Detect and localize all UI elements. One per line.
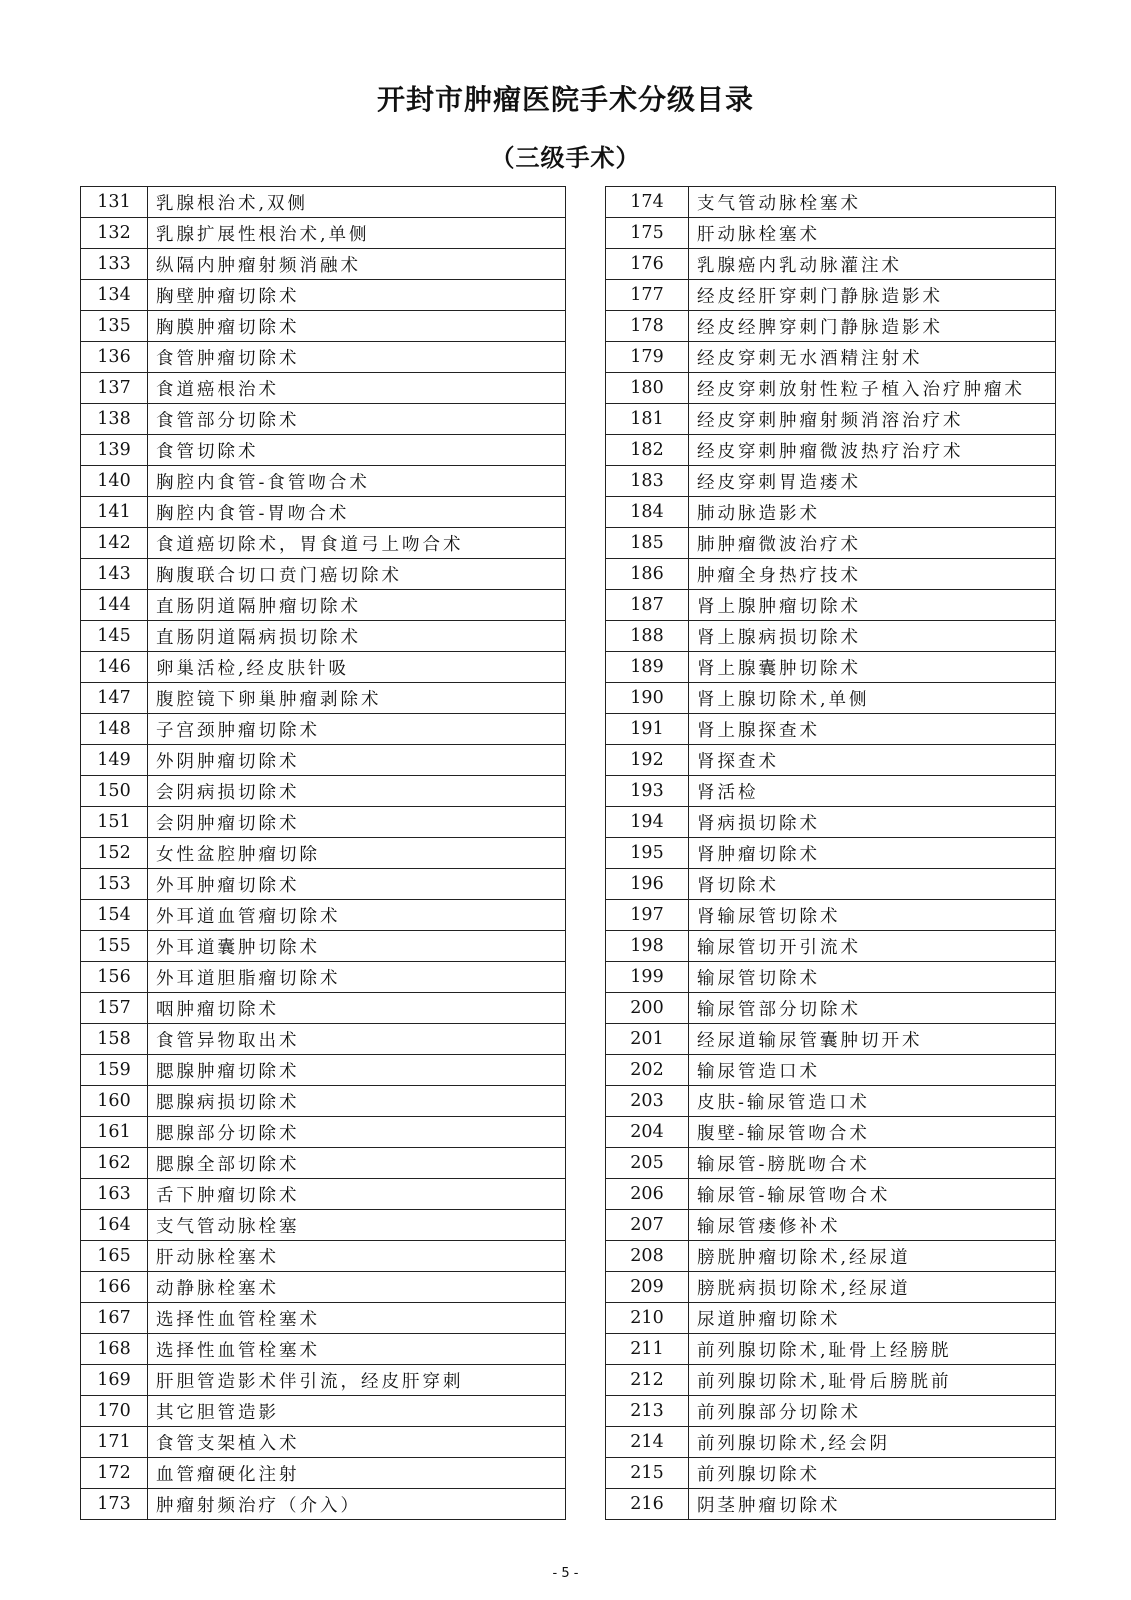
table-row — [81, 1148, 566, 1179]
procedure-name: 皮肤-输尿管造口术 — [689, 1086, 1056, 1117]
table-row — [81, 1489, 566, 1520]
procedure-name: 输尿管切除术 — [689, 962, 1056, 993]
table-row — [606, 1117, 1056, 1148]
row-number: 178 — [606, 311, 689, 342]
table-row — [81, 900, 566, 931]
procedure-name: 外耳道胆脂瘤切除术 — [148, 962, 566, 993]
procedure-name: 肾上腺囊肿切除术 — [689, 652, 1056, 683]
row-number: 156 — [81, 962, 148, 993]
procedure-name: 经尿道输尿管囊肿切开术 — [689, 1024, 1056, 1055]
row-number: 179 — [606, 342, 689, 373]
table-row — [81, 528, 566, 559]
procedure-name: 胸腹联合切口贲门癌切除术 — [148, 559, 566, 590]
row-number: 207 — [606, 1210, 689, 1241]
table-row — [81, 249, 566, 280]
procedure-name: 输尿管-膀胱吻合术 — [689, 1148, 1056, 1179]
table-row — [81, 1458, 566, 1489]
procedure-name: 血管瘤硬化注射 — [148, 1458, 566, 1489]
table-row — [606, 714, 1056, 745]
procedure-name: 腮腺部分切除术 — [148, 1117, 566, 1148]
table-row — [81, 1241, 566, 1272]
row-number: 197 — [606, 900, 689, 931]
procedure-name: 食管切除术 — [148, 435, 566, 466]
row-number: 175 — [606, 218, 689, 249]
row-number: 136 — [81, 342, 148, 373]
procedure-name: 肾上腺探查术 — [689, 714, 1056, 745]
row-number: 138 — [81, 404, 148, 435]
table-row — [81, 1210, 566, 1241]
row-number: 203 — [606, 1086, 689, 1117]
table-row — [81, 559, 566, 590]
procedure-name: 腹腔镜下卵巢肿瘤剥除术 — [148, 683, 566, 714]
row-number: 145 — [81, 621, 148, 652]
row-number: 144 — [81, 590, 148, 621]
row-number: 168 — [81, 1334, 148, 1365]
table-row — [606, 1396, 1056, 1427]
row-number: 140 — [81, 466, 148, 497]
table-row — [606, 1272, 1056, 1303]
procedure-name: 经皮经肝穿刺门静脉造影术 — [689, 280, 1056, 311]
row-number: 180 — [606, 373, 689, 404]
procedure-name: 女性盆腔肿瘤切除 — [148, 838, 566, 869]
row-number: 189 — [606, 652, 689, 683]
table-row — [81, 590, 566, 621]
procedure-name: 经皮穿刺胃造瘘术 — [689, 466, 1056, 497]
procedure-name: 肾病损切除术 — [689, 807, 1056, 838]
document-title: 开封市肿瘤医院手术分级目录 — [376, 83, 754, 116]
procedure-name: 前列腺切除术,耻骨上经膀胱 — [689, 1334, 1056, 1365]
row-number: 177 — [606, 280, 689, 311]
row-number: 132 — [81, 218, 148, 249]
table-row — [81, 993, 566, 1024]
table-row — [81, 1055, 566, 1086]
procedure-name: 前列腺切除术,耻骨后膀胱前 — [689, 1365, 1056, 1396]
table-row — [606, 652, 1056, 683]
procedure-name: 膀胱肿瘤切除术,经尿道 — [689, 1241, 1056, 1272]
procedure-name: 经皮穿刺肿瘤微波热疗治疗术 — [689, 435, 1056, 466]
row-number: 172 — [81, 1458, 148, 1489]
procedure-name: 其它胆管造影 — [148, 1396, 566, 1427]
table-row — [81, 1024, 566, 1055]
procedure-name: 乳腺扩展性根治术,单侧 — [148, 218, 566, 249]
table-row — [81, 745, 566, 776]
table-row — [81, 497, 566, 528]
procedure-name: 食管异物取出术 — [148, 1024, 566, 1055]
row-number: 211 — [606, 1334, 689, 1365]
row-number: 208 — [606, 1241, 689, 1272]
table-row — [81, 1086, 566, 1117]
table-row — [606, 559, 1056, 590]
procedure-name: 会阴病损切除术 — [148, 776, 566, 807]
row-number: 185 — [606, 528, 689, 559]
row-number: 215 — [606, 1458, 689, 1489]
table-row — [606, 1148, 1056, 1179]
procedure-name: 动静脉栓塞术 — [148, 1272, 566, 1303]
row-number: 216 — [606, 1489, 689, 1520]
row-number: 146 — [81, 652, 148, 683]
row-number: 183 — [606, 466, 689, 497]
table-row — [81, 435, 566, 466]
procedure-name: 输尿管-输尿管吻合术 — [689, 1179, 1056, 1210]
row-number: 152 — [81, 838, 148, 869]
table-row — [606, 466, 1056, 497]
row-number: 186 — [606, 559, 689, 590]
procedure-name: 经皮穿刺肿瘤射频消溶治疗术 — [689, 404, 1056, 435]
procedure-name: 子宫颈肿瘤切除术 — [148, 714, 566, 745]
procedure-name: 前列腺切除术 — [689, 1458, 1056, 1489]
procedure-name: 支气管动脉栓塞术 — [689, 187, 1056, 218]
row-number: 149 — [81, 745, 148, 776]
row-number: 133 — [81, 249, 148, 280]
table-row — [606, 900, 1056, 931]
procedure-name: 乳腺根治术,双侧 — [148, 187, 566, 218]
procedure-name: 外耳肿瘤切除术 — [148, 869, 566, 900]
row-number: 173 — [81, 1489, 148, 1520]
procedure-name: 胸膜肿瘤切除术 — [148, 311, 566, 342]
row-number: 188 — [606, 621, 689, 652]
procedure-name: 肾活检 — [689, 776, 1056, 807]
row-number: 198 — [606, 931, 689, 962]
row-number: 171 — [81, 1427, 148, 1458]
row-number: 206 — [606, 1179, 689, 1210]
table-row — [606, 838, 1056, 869]
table-row — [81, 280, 566, 311]
table-row — [81, 1179, 566, 1210]
table-row — [606, 1334, 1056, 1365]
table-row — [81, 466, 566, 497]
procedure-name: 食道癌根治术 — [148, 373, 566, 404]
table-row — [81, 807, 566, 838]
row-number: 195 — [606, 838, 689, 869]
table-row — [606, 1024, 1056, 1055]
procedure-name: 经皮经脾穿刺门静脉造影术 — [689, 311, 1056, 342]
procedure-name: 经皮穿刺无水酒精注射术 — [689, 342, 1056, 373]
procedure-name: 经皮穿刺放射性粒子植入治疗肿瘤术 — [689, 373, 1056, 404]
table-row — [81, 869, 566, 900]
table-row — [81, 311, 566, 342]
row-number: 210 — [606, 1303, 689, 1334]
procedure-name: 胸腔内食管-食管吻合术 — [148, 466, 566, 497]
procedure-name: 胸壁肿瘤切除术 — [148, 280, 566, 311]
procedure-name: 肝动脉栓塞术 — [148, 1241, 566, 1272]
procedure-name: 食管支架植入术 — [148, 1427, 566, 1458]
table-row — [81, 1334, 566, 1365]
procedure-name: 肾输尿管切除术 — [689, 900, 1056, 931]
table-row — [606, 590, 1056, 621]
procedure-name: 输尿管切开引流术 — [689, 931, 1056, 962]
row-number: 187 — [606, 590, 689, 621]
document-subtitle: （三级手术） — [490, 144, 641, 172]
procedure-name: 外阴肿瘤切除术 — [148, 745, 566, 776]
row-number: 141 — [81, 497, 148, 528]
table-row — [81, 621, 566, 652]
row-number: 161 — [81, 1117, 148, 1148]
row-number: 174 — [606, 187, 689, 218]
row-number: 193 — [606, 776, 689, 807]
row-number: 176 — [606, 249, 689, 280]
row-number: 182 — [606, 435, 689, 466]
procedure-name: 腹壁-输尿管吻合术 — [689, 1117, 1056, 1148]
table-row — [81, 218, 566, 249]
table-row — [606, 435, 1056, 466]
table-row — [81, 187, 566, 218]
procedure-name: 肾上腺切除术,单侧 — [689, 683, 1056, 714]
table-row — [81, 1427, 566, 1458]
table-row — [606, 404, 1056, 435]
procedure-name: 肿瘤射频治疗（介入） — [148, 1489, 566, 1520]
row-number: 202 — [606, 1055, 689, 1086]
row-number: 135 — [81, 311, 148, 342]
row-number: 201 — [606, 1024, 689, 1055]
table-row — [606, 249, 1056, 280]
row-number: 169 — [81, 1365, 148, 1396]
table-row — [81, 1272, 566, 1303]
procedure-name: 胸腔内食管-胃吻合术 — [148, 497, 566, 528]
row-number: 181 — [606, 404, 689, 435]
procedure-name: 选择性血管栓塞术 — [148, 1334, 566, 1365]
procedure-name: 输尿管造口术 — [689, 1055, 1056, 1086]
procedure-name: 肺肿瘤微波治疗术 — [689, 528, 1056, 559]
procedure-name: 肾上腺病损切除术 — [689, 621, 1056, 652]
row-number: 151 — [81, 807, 148, 838]
row-number: 212 — [606, 1365, 689, 1396]
table-row — [81, 1396, 566, 1427]
row-number: 209 — [606, 1272, 689, 1303]
row-number: 137 — [81, 373, 148, 404]
page-number: - 5 - — [552, 1566, 579, 1581]
procedure-name: 前列腺切除术,经会阴 — [689, 1427, 1056, 1458]
procedure-name: 食道癌切除术，胃食道弓上吻合术 — [148, 528, 566, 559]
row-number: 205 — [606, 1148, 689, 1179]
procedure-name: 肾肿瘤切除术 — [689, 838, 1056, 869]
table-row — [606, 1458, 1056, 1489]
procedure-name: 肝胆管造影术伴引流，经皮肝穿刺 — [148, 1365, 566, 1396]
table-row — [81, 652, 566, 683]
row-number: 190 — [606, 683, 689, 714]
table-row — [606, 1055, 1056, 1086]
table-row — [606, 187, 1056, 218]
row-number: 163 — [81, 1179, 148, 1210]
procedure-name: 膀胱病损切除术,经尿道 — [689, 1272, 1056, 1303]
table-row — [81, 962, 566, 993]
row-number: 139 — [81, 435, 148, 466]
table-row — [606, 280, 1056, 311]
procedure-name: 食管部分切除术 — [148, 404, 566, 435]
row-number: 148 — [81, 714, 148, 745]
procedure-name: 卵巢活检,经皮肤针吸 — [148, 652, 566, 683]
row-number: 157 — [81, 993, 148, 1024]
procedure-name: 选择性血管栓塞术 — [148, 1303, 566, 1334]
table-row — [81, 838, 566, 869]
procedure-name: 肾上腺肿瘤切除术 — [689, 590, 1056, 621]
table-row — [606, 621, 1056, 652]
table-row — [81, 776, 566, 807]
table-row — [81, 714, 566, 745]
table-row — [81, 373, 566, 404]
procedure-name: 肾切除术 — [689, 869, 1056, 900]
procedure-name: 输尿管部分切除术 — [689, 993, 1056, 1024]
procedure-name: 肺动脉造影术 — [689, 497, 1056, 528]
row-number: 199 — [606, 962, 689, 993]
table-row — [81, 1365, 566, 1396]
row-number: 191 — [606, 714, 689, 745]
procedure-name: 支气管动脉栓塞 — [148, 1210, 566, 1241]
table-row — [81, 683, 566, 714]
table-row — [606, 218, 1056, 249]
surgery-table-left — [80, 186, 566, 1520]
table-row — [606, 311, 1056, 342]
table-row — [606, 1210, 1056, 1241]
table-row — [606, 1241, 1056, 1272]
row-number: 192 — [606, 745, 689, 776]
table-row — [81, 404, 566, 435]
row-number: 153 — [81, 869, 148, 900]
row-number: 204 — [606, 1117, 689, 1148]
row-number: 131 — [81, 187, 148, 218]
procedure-name: 舌下肿瘤切除术 — [148, 1179, 566, 1210]
row-number: 165 — [81, 1241, 148, 1272]
row-number: 142 — [81, 528, 148, 559]
table-row — [606, 1179, 1056, 1210]
procedure-name: 输尿管瘘修补术 — [689, 1210, 1056, 1241]
row-number: 166 — [81, 1272, 148, 1303]
procedure-name: 外耳道血管瘤切除术 — [148, 900, 566, 931]
table-row — [606, 962, 1056, 993]
procedure-name: 肾探查术 — [689, 745, 1056, 776]
row-number: 150 — [81, 776, 148, 807]
procedure-name: 直肠阴道隔肿瘤切除术 — [148, 590, 566, 621]
procedure-name: 腮腺肿瘤切除术 — [148, 1055, 566, 1086]
surgery-table-right — [605, 186, 1056, 1520]
table-row — [81, 931, 566, 962]
procedure-name: 腮腺病损切除术 — [148, 1086, 566, 1117]
procedure-name: 直肠阴道隔病损切除术 — [148, 621, 566, 652]
procedure-name: 尿道肿瘤切除术 — [689, 1303, 1056, 1334]
table-row — [606, 776, 1056, 807]
row-number: 167 — [81, 1303, 148, 1334]
row-number: 214 — [606, 1427, 689, 1458]
table-row — [606, 807, 1056, 838]
table-row — [606, 993, 1056, 1024]
row-number: 194 — [606, 807, 689, 838]
row-number: 159 — [81, 1055, 148, 1086]
table-row — [606, 869, 1056, 900]
procedure-name: 咽肿瘤切除术 — [148, 993, 566, 1024]
row-number: 184 — [606, 497, 689, 528]
row-number: 134 — [81, 280, 148, 311]
table-row — [81, 1303, 566, 1334]
table-row — [606, 745, 1056, 776]
procedure-name: 会阴肿瘤切除术 — [148, 807, 566, 838]
table-row — [606, 683, 1056, 714]
table-row — [606, 497, 1056, 528]
row-number: 200 — [606, 993, 689, 1024]
row-number: 154 — [81, 900, 148, 931]
row-number: 164 — [81, 1210, 148, 1241]
row-number: 213 — [606, 1396, 689, 1427]
procedure-name: 食管肿瘤切除术 — [148, 342, 566, 373]
row-number: 196 — [606, 869, 689, 900]
row-number: 155 — [81, 931, 148, 962]
table-row — [606, 1303, 1056, 1334]
table-row — [606, 528, 1056, 559]
row-number: 143 — [81, 559, 148, 590]
procedure-name: 外耳道囊肿切除术 — [148, 931, 566, 962]
table-row — [606, 1086, 1056, 1117]
row-number: 162 — [81, 1148, 148, 1179]
row-number: 170 — [81, 1396, 148, 1427]
row-number: 160 — [81, 1086, 148, 1117]
procedure-name: 肿瘤全身热疗技术 — [689, 559, 1056, 590]
procedure-name: 前列腺部分切除术 — [689, 1396, 1056, 1427]
table-row — [606, 342, 1056, 373]
procedure-name: 乳腺癌内乳动脉灌注术 — [689, 249, 1056, 280]
table-row — [606, 1427, 1056, 1458]
procedure-name: 腮腺全部切除术 — [148, 1148, 566, 1179]
table-row — [81, 1117, 566, 1148]
row-number: 147 — [81, 683, 148, 714]
table-row — [81, 342, 566, 373]
table-row — [606, 373, 1056, 404]
table-row — [606, 1365, 1056, 1396]
procedure-name: 肝动脉栓塞术 — [689, 218, 1056, 249]
row-number: 158 — [81, 1024, 148, 1055]
table-row — [606, 1489, 1056, 1520]
procedure-name: 阴茎肿瘤切除术 — [689, 1489, 1056, 1520]
table-row — [606, 931, 1056, 962]
procedure-name: 纵隔内肿瘤射频消融术 — [148, 249, 566, 280]
